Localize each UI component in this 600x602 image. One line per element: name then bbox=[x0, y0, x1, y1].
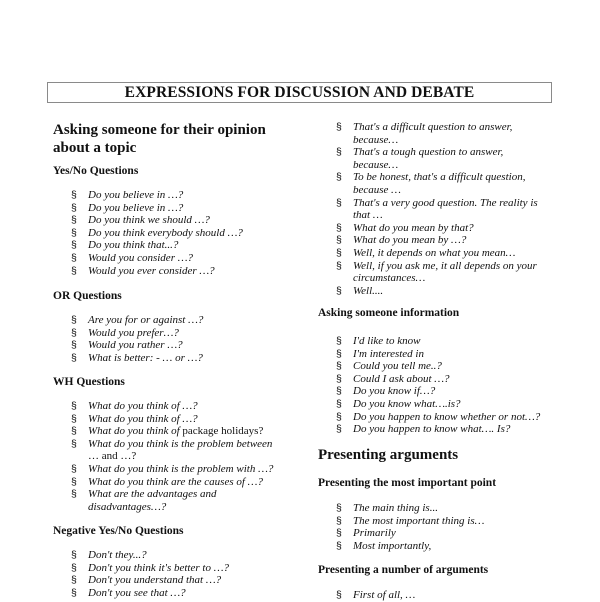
section-bullet-icon: § bbox=[71, 226, 77, 239]
list-item: § What do you think are the causes of …? bbox=[71, 475, 263, 488]
list-item: § Do you happen to know whether or not…? bbox=[336, 410, 541, 423]
section-bullet-icon: § bbox=[71, 351, 77, 364]
section-bullet-icon: § bbox=[336, 502, 342, 514]
document-title: EXPRESSIONS FOR DISCUSSION AND DEBATE bbox=[124, 83, 475, 101]
list-item: § What do you think of package holidays? bbox=[71, 425, 264, 438]
list-item: § Do you know what….is? bbox=[336, 397, 461, 410]
list-item: § Well, it depends on what you mean… bbox=[336, 246, 516, 259]
section-bullet-icon: § bbox=[336, 410, 342, 423]
section-title-presenting-arguments: Presenting arguments bbox=[318, 447, 459, 463]
list-item: § Are you for or against …? bbox=[71, 314, 204, 326]
section-bullet-icon: § bbox=[71, 189, 77, 201]
section-bullet-icon: § bbox=[336, 335, 342, 347]
yes-no-questions-list bbox=[53, 189, 308, 277]
list-item: § Would you prefer…? bbox=[71, 326, 179, 339]
response-phrases-list bbox=[318, 121, 550, 297]
section-bullet-icon: § bbox=[336, 284, 342, 297]
section-bullet-icon: § bbox=[71, 561, 77, 574]
list-item: § What do you think of …? bbox=[71, 400, 198, 412]
document-title-box bbox=[47, 82, 552, 103]
section-title-asking-opinion: Asking someone for their opinion about a topic bbox=[53, 122, 266, 156]
list-item: § What is better: - … or …? bbox=[71, 351, 203, 364]
list-item: § Do you believe in …? bbox=[71, 189, 184, 201]
list-item: § What do you think is the problem between … and …? bbox=[71, 437, 273, 463]
section-bullet-icon: § bbox=[71, 400, 77, 412]
asking-information-list bbox=[318, 335, 578, 436]
section-bullet-icon: § bbox=[336, 196, 342, 209]
list-item: § Well, if you ask me, it all depends on your circumstances… bbox=[336, 259, 537, 285]
section-bullet-icon: § bbox=[71, 574, 77, 587]
section-bullet-icon: § bbox=[336, 121, 342, 133]
list-item: § What do you think is the problem with …? bbox=[71, 462, 274, 475]
section-bullet-icon: § bbox=[71, 475, 77, 488]
list-item: § Primarily bbox=[336, 527, 396, 540]
list-item: § That's a difficult question to answer, because… bbox=[336, 121, 513, 146]
section-bullet-icon: § bbox=[336, 372, 342, 385]
section-bullet-icon: § bbox=[336, 397, 342, 410]
subheading-number-of-arguments: Presenting a number of arguments bbox=[318, 564, 489, 576]
section-bullet-icon: § bbox=[71, 214, 77, 227]
list-item: § Could I ask about …? bbox=[336, 372, 450, 385]
section-bullet-icon: § bbox=[71, 239, 77, 252]
section-bullet-icon: § bbox=[71, 437, 77, 450]
subheading-asking-information: Asking someone information bbox=[318, 307, 460, 319]
section-bullet-icon: § bbox=[336, 423, 342, 436]
or-questions-list bbox=[53, 314, 308, 364]
section-bullet-icon: § bbox=[336, 234, 342, 247]
list-item: § That's a very good question. The reality is that … bbox=[336, 196, 538, 222]
subheading-yes-no-questions: Yes/No Questions bbox=[53, 165, 139, 177]
list-item: § Do you think we should …? bbox=[71, 214, 210, 227]
section-bullet-icon: § bbox=[71, 339, 77, 352]
list-item: § I'm interested in bbox=[336, 347, 424, 360]
list-item: § What do you think of …? bbox=[71, 412, 198, 425]
section-bullet-icon: § bbox=[71, 549, 77, 561]
list-item: § The most important thing is… bbox=[336, 514, 485, 527]
section-bullet-icon: § bbox=[336, 347, 342, 360]
list-item: § Well.... bbox=[336, 284, 384, 297]
list-item: § Do you happen to know what…. Is? bbox=[336, 423, 511, 436]
section-bullet-icon: § bbox=[71, 412, 77, 425]
list-item: § Don't you think it's better to …? bbox=[71, 561, 229, 574]
list-item: § Do you know if…? bbox=[336, 385, 436, 398]
list-item: § Don't they...? bbox=[71, 549, 147, 561]
section-bullet-icon: § bbox=[336, 539, 342, 552]
list-item: § Do you think that...? bbox=[71, 239, 179, 252]
subheading-wh-questions: WH Questions bbox=[53, 376, 125, 388]
section-bullet-icon: § bbox=[336, 221, 342, 234]
list-item: § What are the advantages and disadvantages…? bbox=[71, 488, 217, 513]
section-bullet-icon: § bbox=[71, 425, 77, 438]
negative-questions-list bbox=[53, 549, 308, 599]
section-bullet-icon: § bbox=[71, 462, 77, 475]
section-bullet-icon: § bbox=[71, 264, 77, 277]
section-bullet-icon: § bbox=[336, 360, 342, 373]
list-item: § Would you rather …? bbox=[71, 339, 183, 352]
list-item: § I'd like to know bbox=[336, 335, 421, 347]
list-item: § To be honest, that's a difficult question, because … bbox=[336, 171, 526, 196]
section-bullet-icon: § bbox=[71, 314, 77, 326]
subheading-negative-yes-no-questions: Negative Yes/No Questions bbox=[53, 525, 184, 537]
list-item: § The main thing is... bbox=[336, 502, 438, 514]
section-bullet-icon: § bbox=[336, 171, 342, 184]
list-item: § Do you believe in …? bbox=[71, 201, 184, 214]
section-bullet-icon: § bbox=[71, 326, 77, 339]
section-bullet-icon: § bbox=[336, 146, 342, 159]
list-item: § What do you mean by …? bbox=[336, 234, 467, 247]
list-item: § Do you think everybody should …? bbox=[71, 226, 243, 239]
list-item: § Could you tell me..? bbox=[336, 360, 442, 373]
subheading-or-questions: OR Questions bbox=[53, 290, 122, 302]
section-bullet-icon: § bbox=[336, 527, 342, 540]
section-bullet-icon: § bbox=[336, 514, 342, 527]
section-bullet-icon: § bbox=[336, 385, 342, 398]
list-item: § Would you consider …? bbox=[71, 251, 194, 264]
list-item: § Most importantly, bbox=[336, 539, 432, 552]
list-item: § Would you ever consider …? bbox=[71, 264, 215, 277]
list-item: § That's a tough question to answer, because… bbox=[336, 146, 504, 171]
list-item: § Don't you see that …? bbox=[71, 586, 186, 599]
section-bullet-icon: § bbox=[336, 589, 342, 601]
section-bullet-icon: § bbox=[71, 251, 77, 264]
list-item: § First of all, … bbox=[336, 589, 416, 601]
wh-questions-list bbox=[53, 400, 288, 513]
most-important-point-list bbox=[318, 502, 578, 552]
section-bullet-icon: § bbox=[71, 586, 77, 599]
section-bullet-icon: § bbox=[71, 201, 77, 214]
section-bullet-icon: § bbox=[336, 246, 342, 259]
subheading-most-important-point: Presenting the most important point bbox=[318, 477, 497, 489]
section-bullet-icon: § bbox=[336, 259, 342, 272]
list-item: § Don't you understand that …? bbox=[71, 574, 222, 587]
list-item: § What do you mean by that? bbox=[336, 221, 474, 234]
section-bullet-icon: § bbox=[71, 488, 77, 501]
